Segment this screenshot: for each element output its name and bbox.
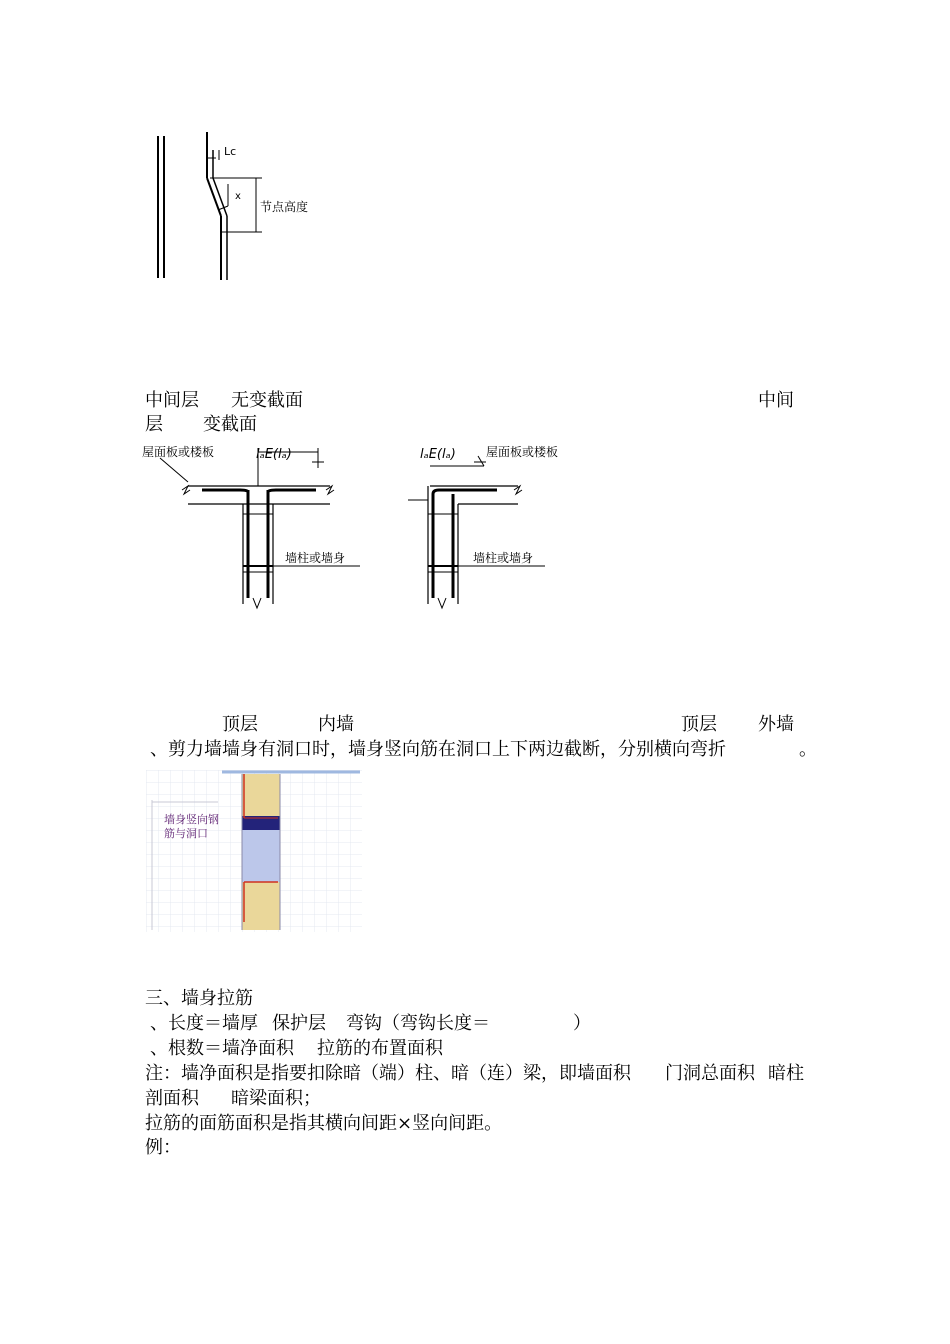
left-wall-label: 墙柱或墙身 bbox=[285, 551, 346, 565]
tie-line1-d: ） bbox=[573, 1013, 591, 1034]
top-right-a: 顶层 bbox=[681, 714, 717, 735]
tie-note2-b: 暗梁面积； bbox=[231, 1088, 321, 1109]
mid-right-b: 层 bbox=[145, 414, 163, 435]
tie-line1-b: 保护层 bbox=[272, 1013, 326, 1034]
wall-opening-figure bbox=[146, 770, 362, 932]
top-right-b: 外墙 bbox=[758, 714, 794, 735]
label-node-height: 节点高度 bbox=[260, 200, 309, 214]
mid-right-c: 变截面 bbox=[203, 414, 257, 435]
opening-label-2: 筋与洞口 bbox=[164, 827, 208, 840]
right-wall-label: 墙柱或墙身 bbox=[473, 551, 534, 565]
label-lc: Lc bbox=[224, 145, 237, 158]
tie-heading: 三、墙身拉筋 bbox=[145, 988, 253, 1009]
top-left-a: 顶层 bbox=[222, 714, 258, 735]
tie-line1-a: 、长度＝墙厚 bbox=[150, 1013, 258, 1034]
wall-node-offset-figure bbox=[150, 128, 320, 288]
tie-line2-b: 拉筋的布置面积 bbox=[317, 1038, 443, 1059]
left-slab-label: 屋面板或楼板 bbox=[142, 445, 215, 459]
top-left-b: 内墙 bbox=[318, 714, 354, 735]
top-layer-wall-figure bbox=[140, 438, 570, 610]
opening-label-1: 墙身竖向钢 bbox=[164, 813, 219, 826]
tie-note2-a: 剖面积 bbox=[145, 1088, 199, 1109]
tie-note1-a: 注：墙净面积是指要扣除暗（端）柱、暗（连）梁，即墙面积 bbox=[145, 1063, 631, 1084]
right-slab-label: 屋面板或楼板 bbox=[486, 445, 559, 459]
label-x: x bbox=[235, 191, 241, 202]
tie-note1-c: 暗柱 bbox=[768, 1063, 804, 1084]
tie-line5: 例： bbox=[145, 1137, 181, 1158]
tie-line2-a: 、根数＝墙净面积 bbox=[150, 1038, 294, 1059]
mid-left-a: 中间层 bbox=[145, 390, 199, 411]
mid-right-a: 中间 bbox=[758, 390, 794, 411]
tie-note1-b: 门洞总面积 bbox=[665, 1063, 755, 1084]
tie-line4: 拉筋的面筋面积是指其横向间距×竖向间距。 bbox=[145, 1113, 503, 1134]
opening-note-end: 。 bbox=[799, 739, 817, 760]
right-anchor-label: lₐE(lₐ) bbox=[420, 447, 456, 462]
tie-line1-c: 弯钩（弯钩长度＝ bbox=[346, 1013, 490, 1034]
mid-left-b: 无变截面 bbox=[231, 390, 303, 411]
opening-note: 、剪力墙墙身有洞口时，墙身竖向筋在洞口上下两边截断，分别横向弯折 bbox=[150, 739, 726, 760]
left-anchor-label: lₐE(lₐ) bbox=[256, 447, 292, 462]
